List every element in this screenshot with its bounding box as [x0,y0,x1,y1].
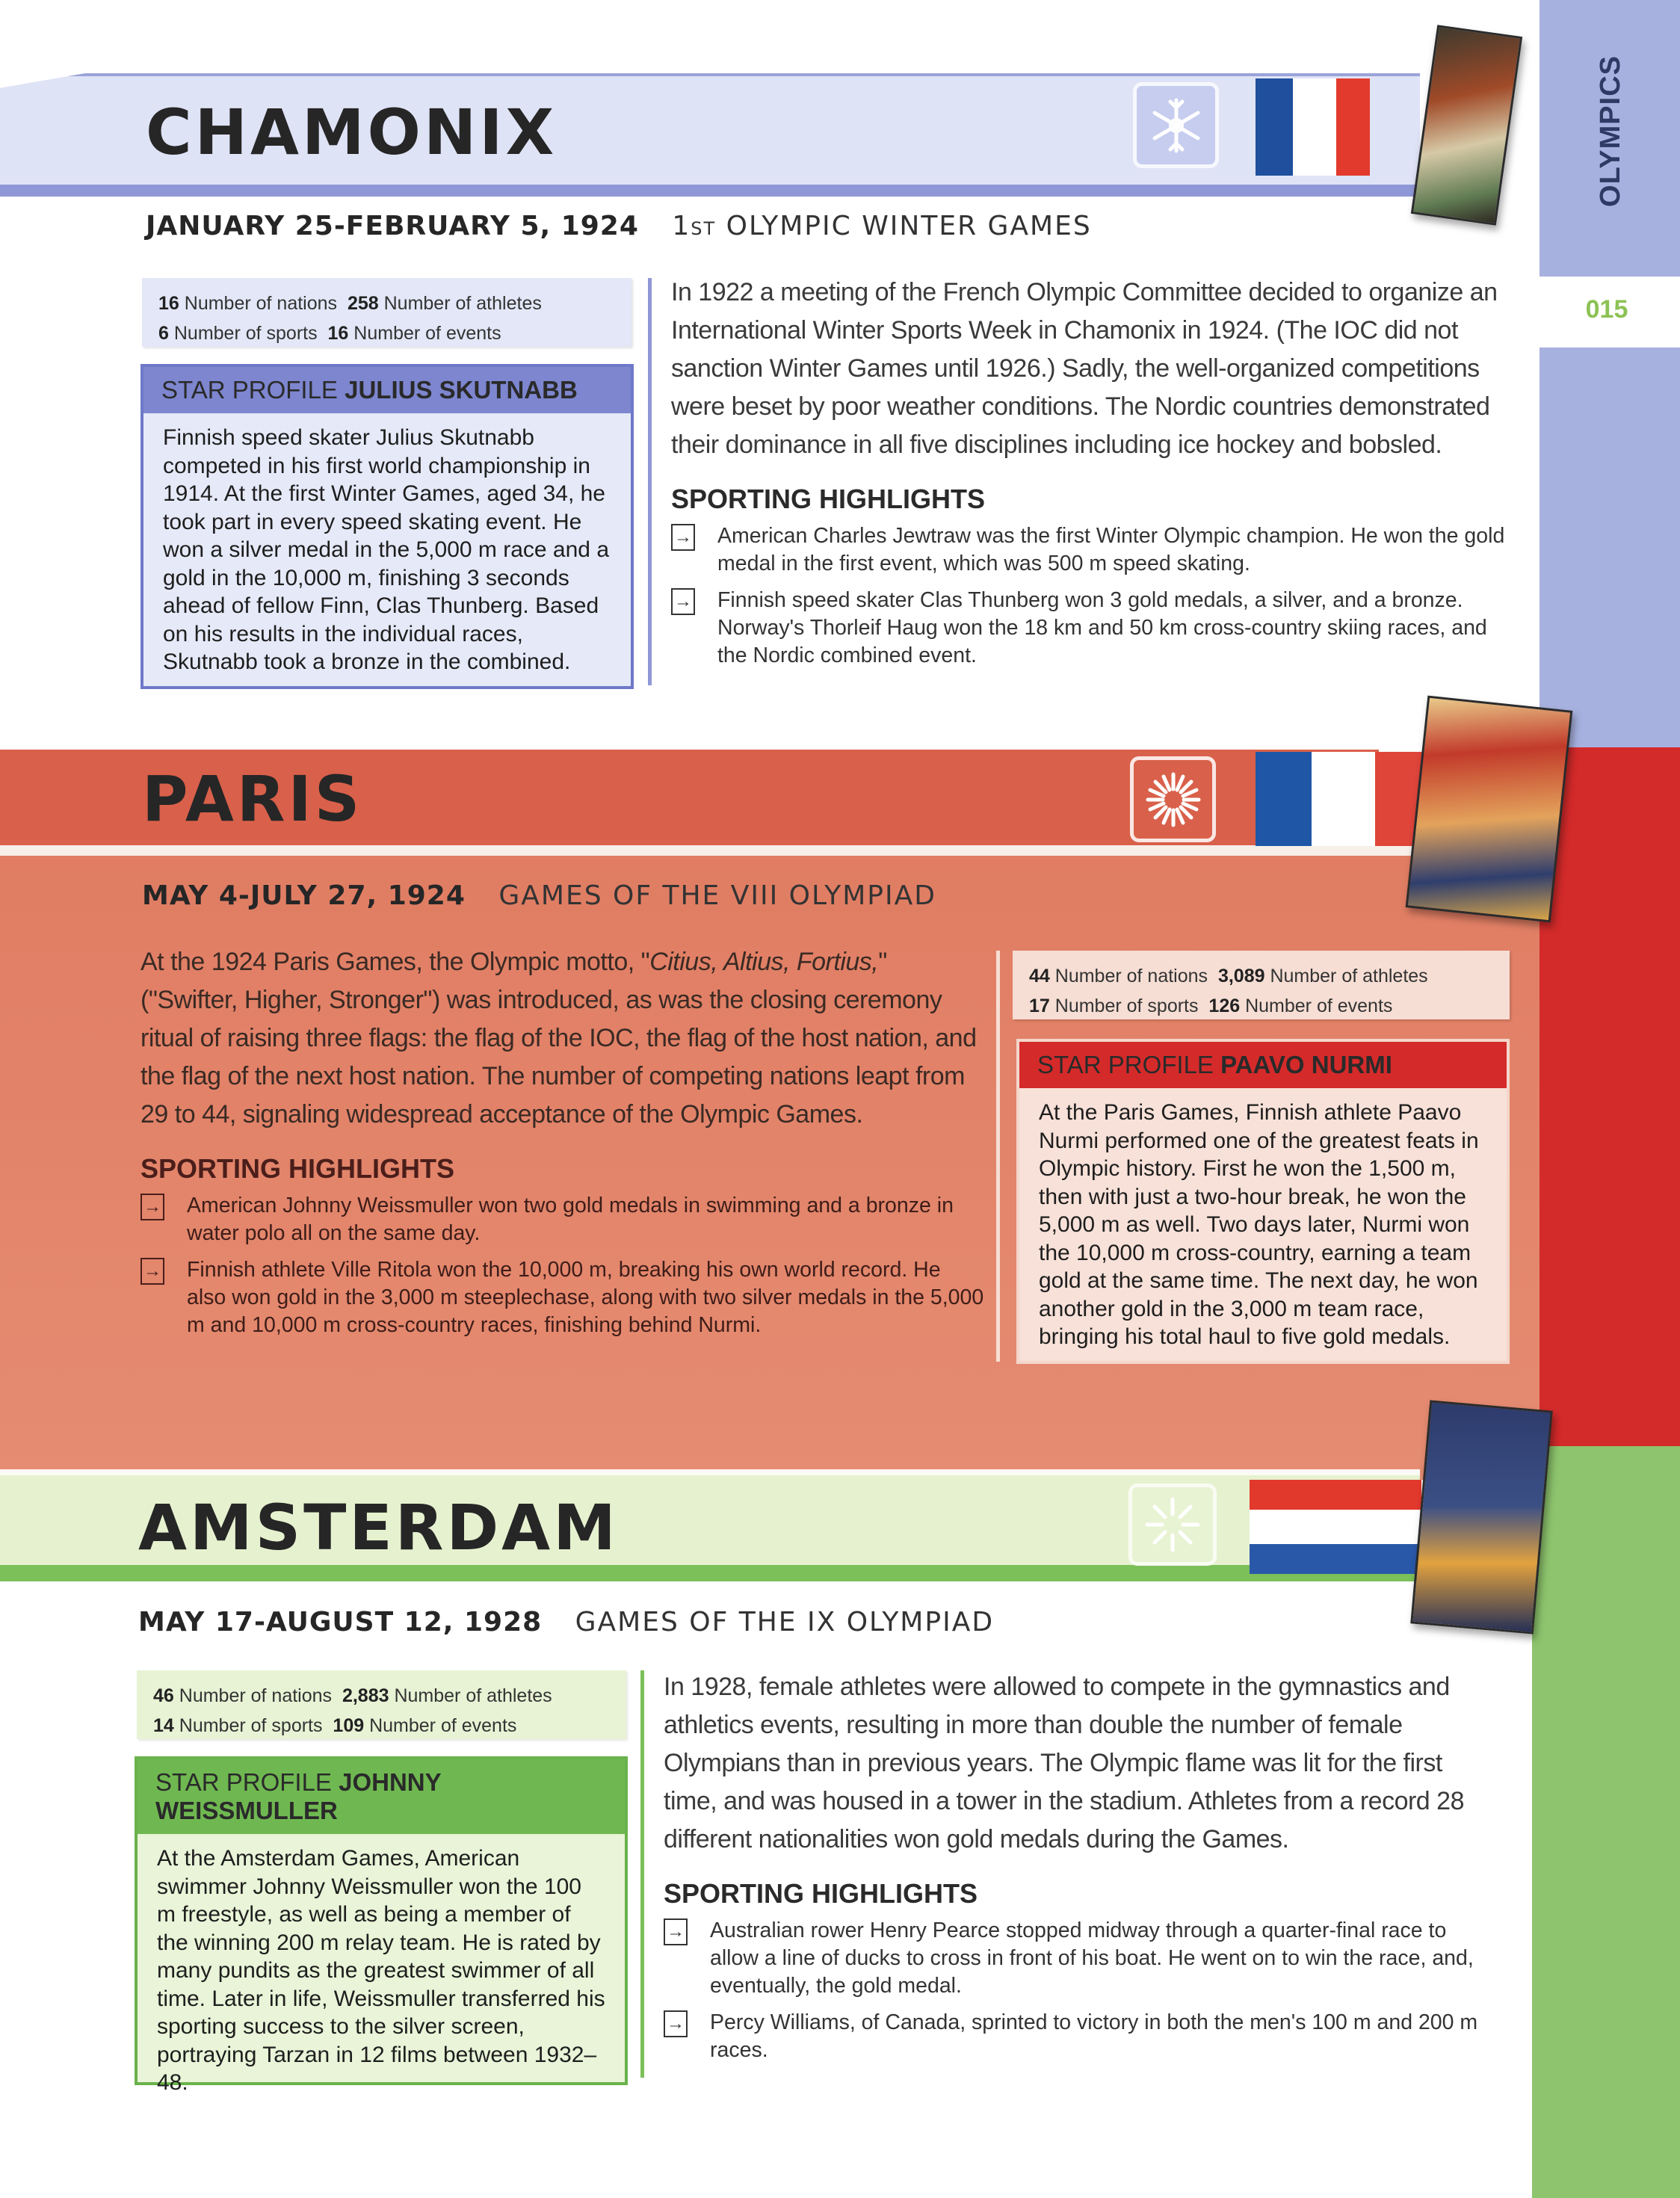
arrow-box-icon: → [671,588,695,615]
main-text-chamonix: In 1922 a meeting of the French Olympic Committee decided to organize an International Winter Sports Week in Chamonix in 1924. (The IOC did not sanction Winter Games until 1926.) Sadly, the well-organized competitions were beset by poor weather conditions. The Nordic countries demonstrated their dominance in all five disciplines including ice hockey and bobsled. SPORTING HIGHLIGHTS → American Charles Jewtraw was the first Winter Olympic champion. He won the gold medal in the first event, which was 500 m speed skating. → Finnish speed skater Clas Thunberg won 3 gold medals, a silver, and a bronze. Norway's Thorleif Haug won the 18 km and 50 km cross-country skiing races, and the Nordic combined event. [671,274,1516,679]
side-tab-blue-lower [1540,348,1680,747]
arrow-box-icon: → [671,524,695,551]
side-tab-red [1540,747,1680,1446]
divider-chamonix [648,278,652,685]
star-profile-amsterdam: STAR PROFILE JOHNNY WEISSMULLER At the Amsterdam Games, American swimmer Johnny Weissmuller won the 100 m freestyle, as well as being a member of the winning 200 m relay team. He is rated by many pundits as the greatest swimmer of all time. Later in life, Weissmuller transferred his sporting success to the silver screen, portraying Tarzan in 12 films between 1932–48. [135,1756,628,2085]
paris-white-band [0,845,1540,856]
arrow-box-icon: → [664,2010,688,2037]
stats-box-amsterdam: 46 Number of nations 2,883 Number of athletes 14 Number of sports 109 Number of events [137,1670,626,1739]
poster-chamonix-1924 [1411,25,1522,226]
highlight-item: → American Johnny Weissmuller won two gold medals in swimming and a bronze in water polo all on the same day. [140,1192,985,1247]
stats-box-chamonix: 16 Number of nations 258 Number of athletes 6 Number of sports 16 Number of events [142,278,631,347]
highlight-item: → Finnish athlete Ville Ritola won the 10,000 m, breaking his own world record. He also won gold in the 3,000 m steeplechase, along with two silver medals in the 5,000 m and 10,000 m cross-country races, finishing behind Nurmi. [140,1256,985,1339]
arrow-box-icon: → [140,1194,164,1220]
poster-paris-1924 [1406,696,1573,923]
divider-paris [996,951,1000,1362]
city-title-chamonix: CHAMONIX [146,96,558,169]
section-tab-label: OLYMPICS [1594,55,1626,207]
date-line-chamonix: JANUARY 25-FEBRUARY 5, 1924 1ST OLYMPIC WINTER GAMES [146,211,1092,241]
star-profile-chamonix: STAR PROFILE JULIUS SKUTNABB Finnish speed skater Julius Skutnabb competed in his first world championship in 1914. At the first Winter Games, aged 34, he took part in every speed skating event. He won a silver medal in the 5,000 m race and a gold in the 10,000 m, finishing 3 seconds ahead of fellow Finn, Clas Thunberg. Based on his results in the individual races, Skutnabb took a bronze in the combined. [140,364,634,689]
city-title-paris: PARIS [142,762,363,836]
arrow-box-icon: → [140,1258,164,1285]
divider-amsterdam [640,1670,644,2078]
stats-box-paris: 44 Number of nations 3,089 Number of athletes 17 Number of sports 126 Number of events [1013,951,1510,1019]
flag-france [1256,78,1370,176]
highlight-item: → Percy Williams, of Canada, sprinted to victory in both the men's 100 m and 200 m races. [664,2009,1501,2064]
city-title-amsterdam: AMSTERDAM [138,1491,619,1564]
sunburst-icon [1130,756,1216,842]
date-line-amsterdam: MAY 17-AUGUST 12, 1928 GAMES OF THE IX OLYMPIAD [138,1607,995,1637]
flag-france-paris [1256,752,1435,846]
arrow-box-icon: → [664,1918,688,1945]
side-tab-green [1532,1446,1680,2198]
main-text-amsterdam: In 1928, female athletes were allowed to compete in the gymnastics and athletics events, resulting in more than double the number of female Olympians than in previous years. The Olympic flame was lit for the first time, and was housed in a tower in the stadium. Athletes from a record 28 different nationalities won gold medals during the Games. SPORTING HIGHLIGHTS → Australian rower Henry Pearce stopped midway through a quarter-final race to allow a line of ducks to cross in front of his boat. He went on to win the race, and, eventually, the gold medal. → Percy Williams, of Canada, sprinted to victory in both the men's 100 m and 200 m races. [664,1668,1501,2073]
highlight-item: → American Charles Jewtraw was the first Winter Olympic champion. He won the gold medal in the first event, which was 500 m speed skating. [671,522,1516,578]
main-text-paris: At the 1924 Paris Games, the Olympic motto, "Citius, Altius, Fortius," ("Swifter, Higher, Stronger") was introduced, as was the closing ceremony ritual of raising three flags: the flag of the IOC, the flag of the host nation, and the flag of the next host nation. The number of competing nations leapt from 29 to 44, signaling widespread acceptance of the Olympic Games. SPORTING HIGHLIGHTS → American Johnny Weissmuller won two gold medals in swimming and a bronze in water polo all on the same day. → Finnish athlete Ville Ritola won the 10,000 m, breaking his own world record. He also won gold in the 3,000 m steeplechase, along with two silver medals in the 5,000 m and 10,000 m cross-country races, finishing behind Nurmi. [140,943,985,1348]
amsterdam-band [0,1565,1420,1581]
snowflake-icon [1133,82,1219,168]
highlight-item: → Finnish speed skater Clas Thunberg won 3 gold medals, a silver, and a bronze. Norway's Thorleif Haug won the 18 km and 50 km cross-country skiing races, and the Nordic combined event. [671,587,1516,670]
sunburst-icon [1128,1484,1217,1566]
star-profile-paris: STAR PROFILE PAAVO NURMI At the Paris Games, Finnish athlete Paavo Nurmi performed one of the greatest feats in Olympic history. First he won the 1,500 m, then with just a two-hour break, he won the 5,000 m as well. Two days later, Nurmi won the 10,000 m cross-country, earning a team gold at the same time. The next day, he won another gold in the 3,000 m team race, bringing his total haul to five gold medals. [1016,1039,1510,1364]
poster-amsterdam-1928 [1410,1400,1553,1634]
flag-netherlands [1250,1480,1421,1574]
highlight-item: → Australian rower Henry Pearce stopped midway through a quarter-final race to allow a line of ducks to cross in front of his boat. He went on to win the race, and, eventually, the gold medal. [664,1917,1501,2000]
date-line-paris: MAY 4-JULY 27, 1924 GAMES OF THE VIII OLYMPIAD [142,880,936,911]
page-number: 015 [1585,295,1628,324]
